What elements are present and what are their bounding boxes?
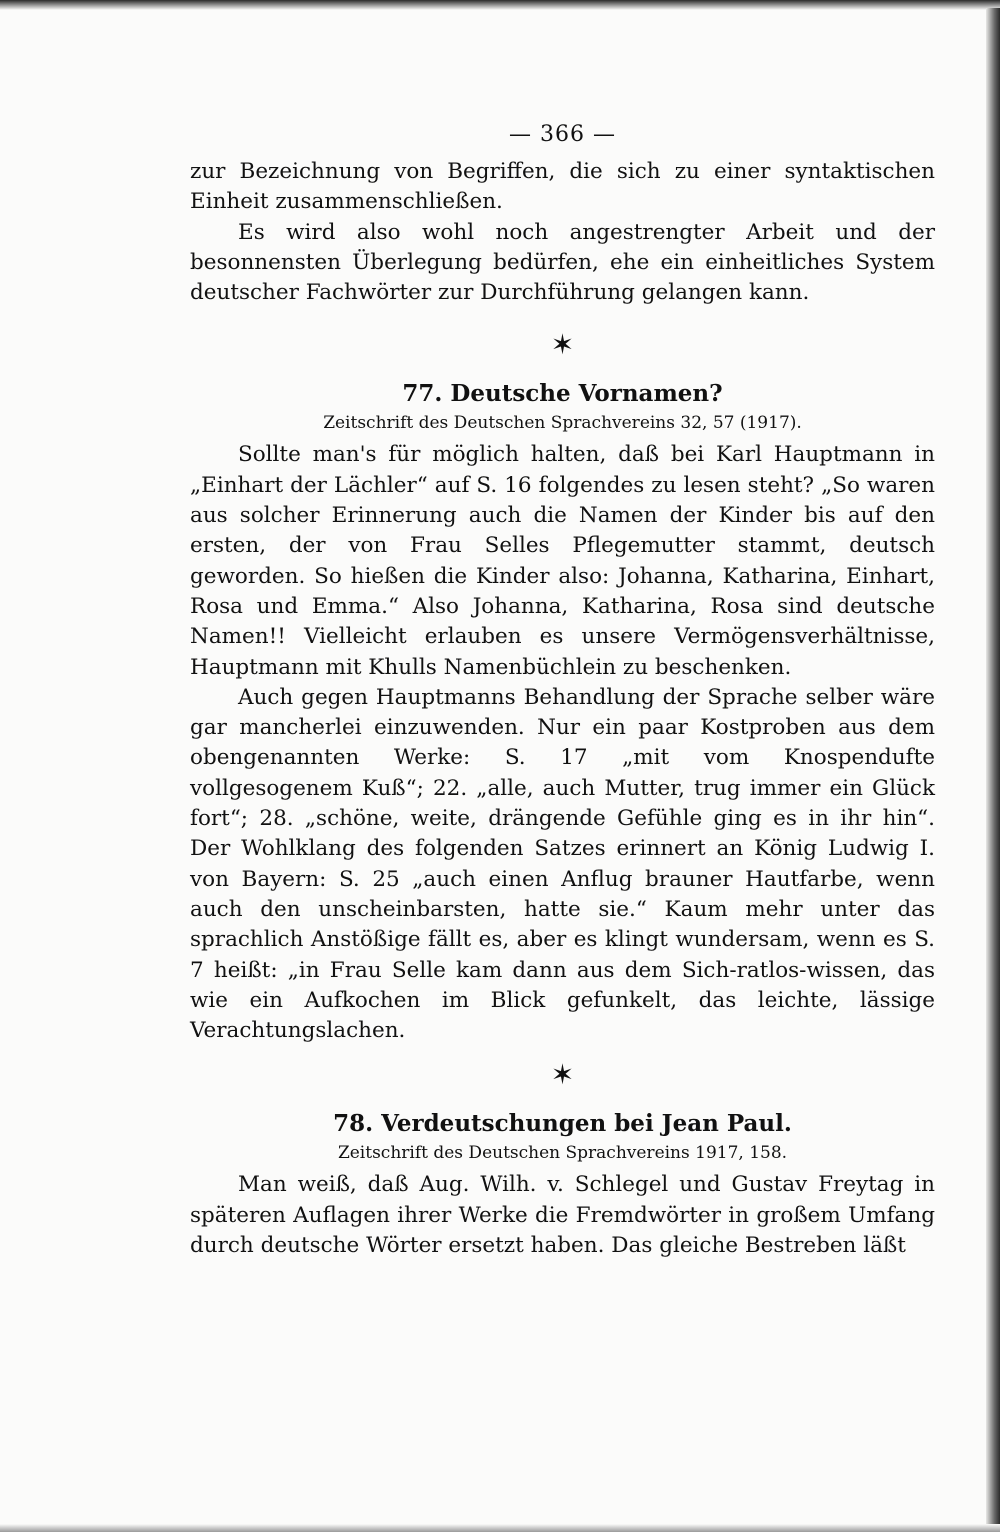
section-77-paragraph-1: Sollte man's für möglich halten, daß bei Karl Hauptmann in „Einhart der Lächler“ auf S. 16 folgendes zu lesen steht? „So waren aus solcher Erinnerung auch die Namen der Kinder bis auf den ersten, der von Frau Selles Pflegemutter stammt, deutsch geworden. So hießen die Kinder also: Johanna, Katharina, Einhart, Rosa und Emma.“ Also Johanna, Katharina, Rosa sind deutsche Namen!! Vielleicht erlauben es unsere Vermögensverhältnisse, Hauptmann mit Khulls Namenbüchlein zu beschenken. [190, 442, 935, 680]
section-77-paragraph-2: Auch gegen Hauptmanns Behandlung der Sprache selber wäre gar mancherlei einzuwenden. Nur ein paar Kostproben aus dem obengenannten Werke: S. 17 „mit vom Knospendufte vollgesogenem Kuß“; 22. „alle, auch Mutter, trug immer ein Glück fort“; 28. „schöne, weite, drängende Gefühle ging es in ihr hin“. Der Wohlklang des folgenden Satzes erinnert an König Ludwig I. von Bayern: S. 25 „auch einen Anflug brauner Hautfarbe, wenn auch den unscheinbarsten, hatte sie.“ Kaum mehr unter das sprachlich Anstößige fällt es, aber es klingt wundersam, wenn es S. 7 heißt: „in Frau Selle kam dann aus dem Sich-ratlos-wissen, das wie ein Aufkochen im Blick gefunkelt, das leichte, lässige Verachtungslachen. [190, 684, 935, 1044]
intro-paragraph-1: zur Bezeichnung von Begriffen, die sich zu einer syntaktischen Einheit zusammenschließen. [190, 159, 935, 215]
page-top-edge [0, 0, 1000, 10]
section-separator-star: ✶ [550, 328, 575, 362]
section-77-heading: 77. Deutsche Vornamen? [402, 380, 723, 408]
section-separator-star-2: ✶ [550, 1058, 575, 1092]
page-content [190, 118, 935, 1261]
intro-paragraph-2: Es wird also wohl noch angestrengter Arbeit und der besonnensten Überlegung bedürfen, ehe ein einheitliches System deutscher Fachwörter zur Durchführung gelangen kann. [190, 219, 935, 306]
section-78-source: Zeitschrift des Deutschen Sprachvereins 1917, 158. [337, 1143, 788, 1164]
page-number: — 366 — [509, 122, 616, 147]
page-right-edge [986, 8, 1000, 1528]
page-bottom-edge [0, 1524, 1000, 1532]
section-77-source: Zeitschrift des Deutschen Sprachvereins 32, 57 (1917). [323, 413, 802, 434]
section-78-heading: 78. Verdeutschungen bei Jean Paul. [333, 1110, 792, 1138]
section-78-paragraph-1: Man weiß, daß Aug. Wilh. v. Schlegel und Gustav Freytag in späteren Auflagen ihrer Werke die Fremdwörter in großem Umfang durch deutsche Wörter ersetzt haben. Das gleiche Bestreben läßt [190, 1172, 935, 1259]
